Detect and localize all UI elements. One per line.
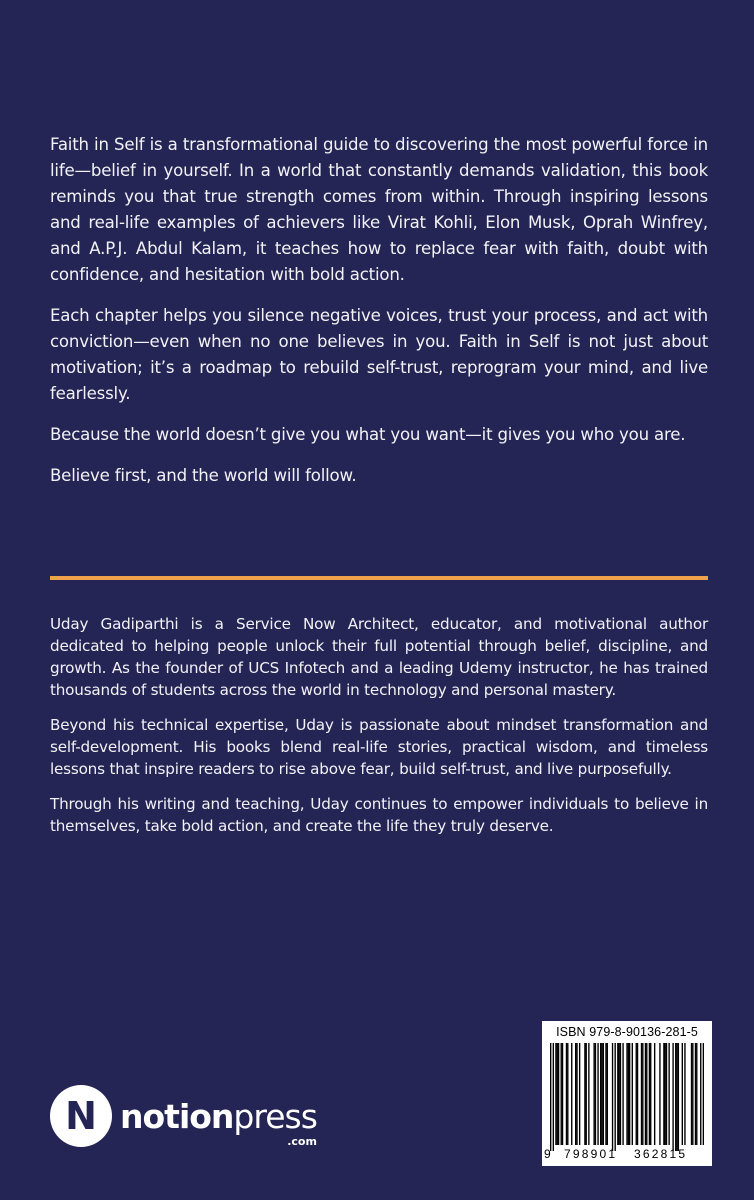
blurb-paragraph-2: Each chapter helps you silence negative voices, trust your process, and act with conviction—even when no one believes in you. Faith in Self is not just about motivation; it’s a roadmap to rebuild self-trust, reprogram your mind, and live fearlessly. [50,306,708,403]
isbn-label: ISBN 979-8-90136-281-5 [556,1025,698,1039]
barcode-bar [666,1043,667,1145]
author-bio [50,613,708,850]
barcode-bar [557,1043,558,1145]
barcode-bar [649,1043,650,1145]
barcode-bars [550,1043,704,1155]
barcode-bar [555,1043,556,1145]
publisher-domain: .com [287,1134,317,1148]
barcode-bar [646,1043,647,1145]
barcode-bar [637,1043,638,1145]
publisher-name-bold: notion [120,1096,234,1136]
barcode-bar [562,1043,563,1145]
barcode-digits-right: 362815 [634,1147,688,1161]
barcode-bar [684,1043,685,1145]
barcode-bar [700,1043,701,1145]
barcode-bar [668,1043,669,1145]
section-divider [50,576,708,580]
barcode-bar [626,1043,627,1145]
blurb-paragraph-4: Believe first, and the world will follow. [50,466,357,485]
notionpress-badge-icon [50,1085,112,1147]
barcode-bar [617,1043,618,1145]
barcode-bar [550,1043,551,1151]
barcode-bar [605,1043,606,1145]
barcode-bar [612,1043,613,1151]
barcode-bar [676,1043,677,1151]
barcode-digit-first: 9 [544,1147,551,1161]
badge-letter: N [65,1094,97,1138]
barcode-bar [600,1043,601,1145]
barcode-bar [678,1043,679,1151]
barcode-bar [576,1043,577,1145]
barcode-bar [607,1043,608,1145]
barcode-bar [593,1043,594,1145]
barcode-digits-left: 798901 [564,1147,618,1161]
barcode-bar [682,1043,683,1145]
barcode-bar [641,1043,642,1145]
book-blurb [50,132,708,504]
barcode-bar [665,1043,666,1145]
barcode-bar [645,1043,646,1145]
publisher-name-light: press [233,1096,317,1136]
barcode-bar [575,1043,576,1145]
barcode-bar [672,1043,673,1151]
author-paragraph-1: Uday Gadiparthi is a Service Now Architect, educator, and motivational author dedicated to helping people unlock their full potential through belief, discipline, and growth. As the founder of UCS Infotech and a leading Udemy instructor, he has trained thousands of students across the world in technology and personal mastery. [50,615,708,699]
blurb-paragraph-3: Because the world doesn’t give you what you want—it gives you who you are. [50,425,686,444]
barcode-bar [618,1043,619,1145]
barcode-bar [553,1043,554,1151]
barcode-bar [659,1043,660,1145]
barcode-bar [588,1043,589,1145]
barcode-bar [650,1043,651,1145]
barcode-bar [663,1043,664,1145]
barcode-bar [615,1043,616,1151]
barcode-bar [636,1043,637,1145]
barcode-bar [642,1043,643,1145]
barcode-bar [620,1043,621,1145]
barcode-bar [567,1043,568,1145]
barcode-bar [579,1043,580,1145]
barcode-bar [629,1043,630,1145]
barcode-bar [566,1043,567,1145]
isbn-barcode [542,1021,712,1166]
barcode-bar [603,1043,604,1145]
publisher-wordmark [120,1096,317,1148]
barcode-bar [675,1043,676,1151]
barcode-bar [571,1043,572,1145]
author-paragraph-2: Beyond his technical expertise, Uday is passionate about mindset transformation and self-development. His books blend real-life stories, practical wisdom, and timeless lessons that inspire readers to rise above fear, build self-trust, and live purposefully. [50,716,708,778]
barcode-bar [597,1043,598,1145]
barcode-bar [584,1043,585,1145]
publisher-logo [50,1077,317,1155]
author-paragraph-3: Through his writing and teaching, Uday continues to empower individuals to believe in themselves, take bold action, and create the life they truly deserve. [50,795,708,835]
barcode-bar [558,1043,559,1145]
barcode-bar [703,1043,704,1145]
blurb-paragraph-1: Faith in Self is a transformational guide to discovering the most powerful force in life—belief in yourself. In a world that constantly demands validation, this book reminds you that true strength comes from within. Through inspiring lessons and real-life examples of achievers like Virat Kohli, Elon Musk, Oprah Winfrey, and A.P.J. Abdul Kalam, it teaches how to replace fear with faith, doubt with confidence, and hesitation with bold action. [50,135,708,284]
barcode-bar [654,1043,655,1145]
barcode-bar [586,1043,587,1145]
barcode-bar [695,1043,696,1145]
barcode-bar [561,1043,562,1145]
barcode-bar [691,1043,692,1145]
barcode-bar [595,1043,596,1145]
barcode-bar [628,1043,629,1145]
barcode-bar [696,1043,697,1145]
barcode-bar [601,1043,602,1145]
barcode-bar [622,1043,623,1145]
barcode-bar [632,1043,633,1145]
barcode-bar [692,1043,693,1145]
